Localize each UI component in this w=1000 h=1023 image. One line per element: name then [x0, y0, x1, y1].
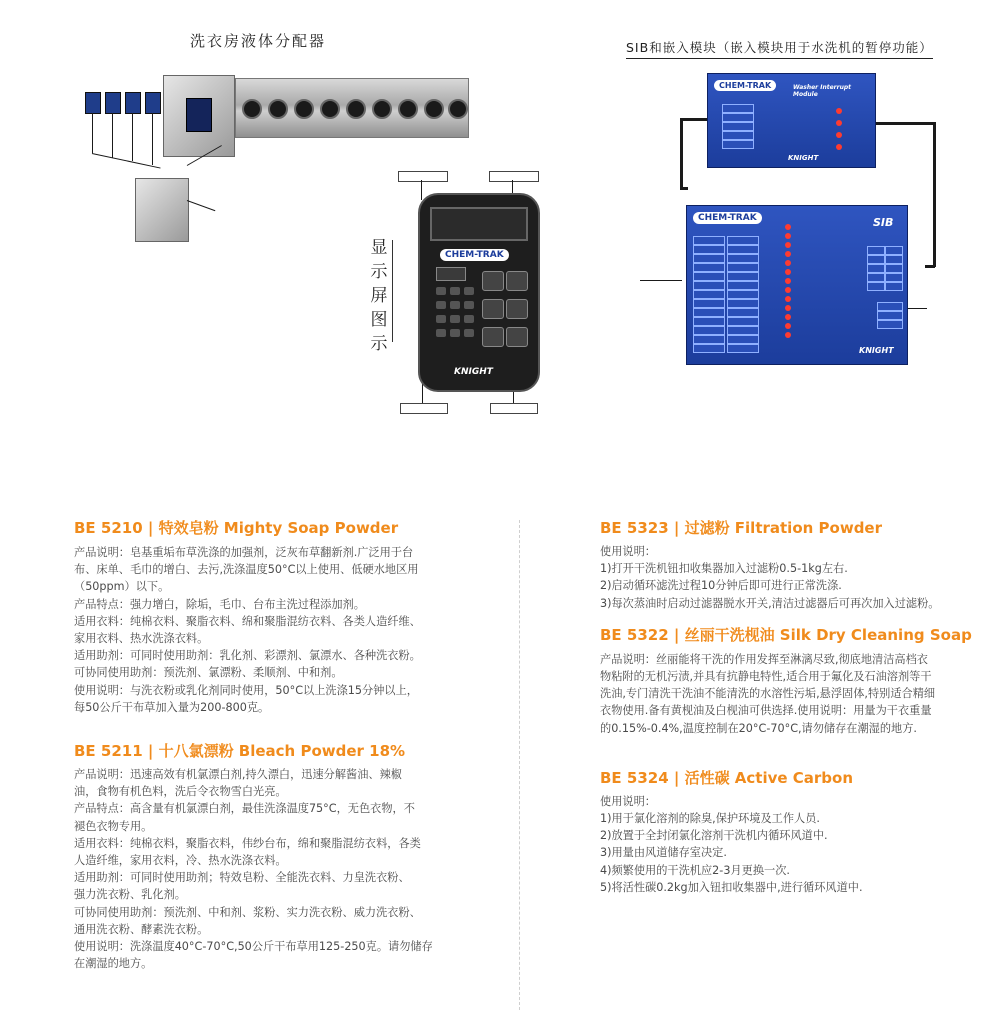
section-body: 使用说明： 1)打开干洗机钮扣收集器加入过滤粉0.5-1kg左右. 2)启动循环滤洗过程10分钟后即可进行正常洗涤. 3)每次蒸油时启动过滤器脱水开关,清洁过滤器后可再次加入过滤粉。 — [600, 545, 940, 610]
controller-brand-logo: CHEM-TRAK — [440, 249, 509, 261]
callout-box — [398, 171, 448, 182]
sib-brand-logo: CHEM-TRAK — [693, 212, 762, 224]
module-title: SIB和嵌入模块（嵌入模块用于水洗机的暂停功能） — [626, 38, 933, 59]
arrow-down-icon — [506, 271, 528, 291]
section-title: BE 5324 | 活性碳 Active Carbon — [600, 768, 854, 787]
junction-box — [135, 178, 189, 242]
controller-screen — [430, 207, 528, 241]
section-body: 使用说明： 1)用于氯化溶剂的除臭,保护环境及工作人员. 2)放置于全封闭氯化溶剂干洗机内循环风道中. 3)用量由风道储存室决定. 4)频繁使用的干洗机应2-3月更换一次. 5)将活性碳0.2kg加入钮扣收集器中,进行循环风道中. — [600, 794, 863, 894]
mini-pump-icon — [105, 92, 121, 114]
dispenser-control-box — [163, 75, 235, 157]
reset-key-icon — [482, 327, 504, 347]
laundry-dispenser-photo — [75, 70, 475, 245]
controller-maker-logo: KNIGHT — [454, 367, 493, 377]
section-title: BE 5323 | 过滤粉 Filtration Powder — [600, 519, 882, 537]
sib-signal-labels — [693, 236, 759, 356]
section-title: BE 5211 | 十八氯漂粉 Bleach Powder 18% — [74, 742, 406, 761]
enter-key-icon — [506, 327, 528, 347]
left-column — [74, 517, 474, 972]
product-section — [600, 624, 980, 737]
arrow-up-icon — [482, 271, 504, 291]
controller-keypad — [434, 267, 478, 357]
display-vertical-label: 显 示 屏 图 示 — [370, 238, 388, 354]
product-section — [600, 517, 980, 612]
arrow-right-icon — [506, 299, 528, 319]
keypad-icon — [186, 98, 212, 132]
callout-box — [490, 403, 538, 414]
product-section — [74, 740, 474, 972]
section-body: 产品说明：丝丽能将干洗的作用发挥至淋漓尽致,彻底地清洁高档衣 物粘附的无机污渍,并具有抗静电特性,适合用于氟化及石油溶剂等干 洗油,专门清洗干洗油不能清洗的水溶性污垢,悬浮固体,特别适合精细 衣物使用.备有黄枧油及白枧油可供选择.使用说明：用量为干衣重量 的0.15%-0.4%,温度控制在20°C-70°C,请勿储存在潮湿的地方. — [600, 652, 936, 735]
sib-pump-leds — [785, 224, 825, 354]
product-section — [600, 767, 980, 896]
column-divider — [519, 520, 520, 1010]
sib-panel — [686, 205, 908, 365]
callout-box — [489, 171, 539, 182]
washer-interrupt-module — [707, 73, 876, 168]
controller-display — [418, 193, 540, 392]
product-section — [74, 517, 474, 716]
sib-title: SIB — [873, 216, 894, 229]
section-body: 产品说明：迅速高效有机氯漂白剂,持久漂白，迅速分解酱油、辣椒 油，食物有机色料，洗后令衣物雪白光亮。 产品特点：高含量有机氯漂白剂，最佳洗涤温度75°C，无色衣物，不 褪色衣物专用。 适用衣料：纯棉衣料，聚脂衣料，伟纱台布，绵和聚脂混纺衣料，各类 人造纤维，家用衣料，冷、热水洗涤衣料。 适用助剂：可同时使用助剂；特效皂粉、全能洗衣料、力皇洗衣粉、 强力洗衣粉、乳化剂。 可协同使用助剂：预洗剂、中和剂、浆粉、实力洗衣粉、威力洗衣粉、 通用洗衣粉、酵素洗衣粉。 使用说明：洗涤温度40°C-70°C,50公斤干布草用125-250克。请勿储存 在潮湿的地方。 — [74, 768, 433, 971]
mini-pump-icon — [145, 92, 161, 114]
mini-pump-icon — [125, 92, 141, 114]
dispenser-manifold — [235, 78, 469, 138]
section-title: BE 5210 | 特效皂粉 Mighty Soap Powder — [74, 519, 399, 537]
mini-pump-icon — [85, 92, 101, 114]
sib-maker-logo: KNIGHT — [859, 346, 894, 355]
wim-maker-logo: KNIGHT — [788, 154, 819, 162]
callout-box — [400, 403, 448, 414]
wim-title: Washer Interrupt Module — [793, 84, 852, 98]
dispenser-title: 洗衣房液体分配器 — [190, 32, 327, 50]
wim-brand-logo: CHEM-TRAK — [714, 80, 776, 91]
section-title: BE 5322 | 丝丽干洗枧油 Silk Dry Cleaning Soap — [600, 625, 972, 644]
right-column — [600, 517, 980, 896]
section-body: 产品说明：皂基重垢布草洗涤的加强剂，泛灰布草翻新剂.广泛用于台 布、床单、毛巾的增白、去污,洗涤温度50°C以上使用、低硬水地区用 （50ppm）以下。 产品特点：强力增白，除垢，毛巾、台布主洗过程添加剂。 适用衣料：纯棉衣料、聚脂衣料、绵和聚脂混纺衣料、各类人造纤维、 家用衣料、热水洗涤衣料。 适用助剂：可同时使用助剂：乳化剂、彩漂剂、氯漂水、各种洗衣粉。 可协同使用助剂：预洗剂、氯漂粉、柔顺剂、中和剂。 使用说明：与洗衣粉或乳化剂同时使用，50°C以上洗涤15分钟以上， 每50公斤干布草加入量为200-800克。 — [74, 546, 421, 714]
arrow-left-icon — [482, 299, 504, 319]
